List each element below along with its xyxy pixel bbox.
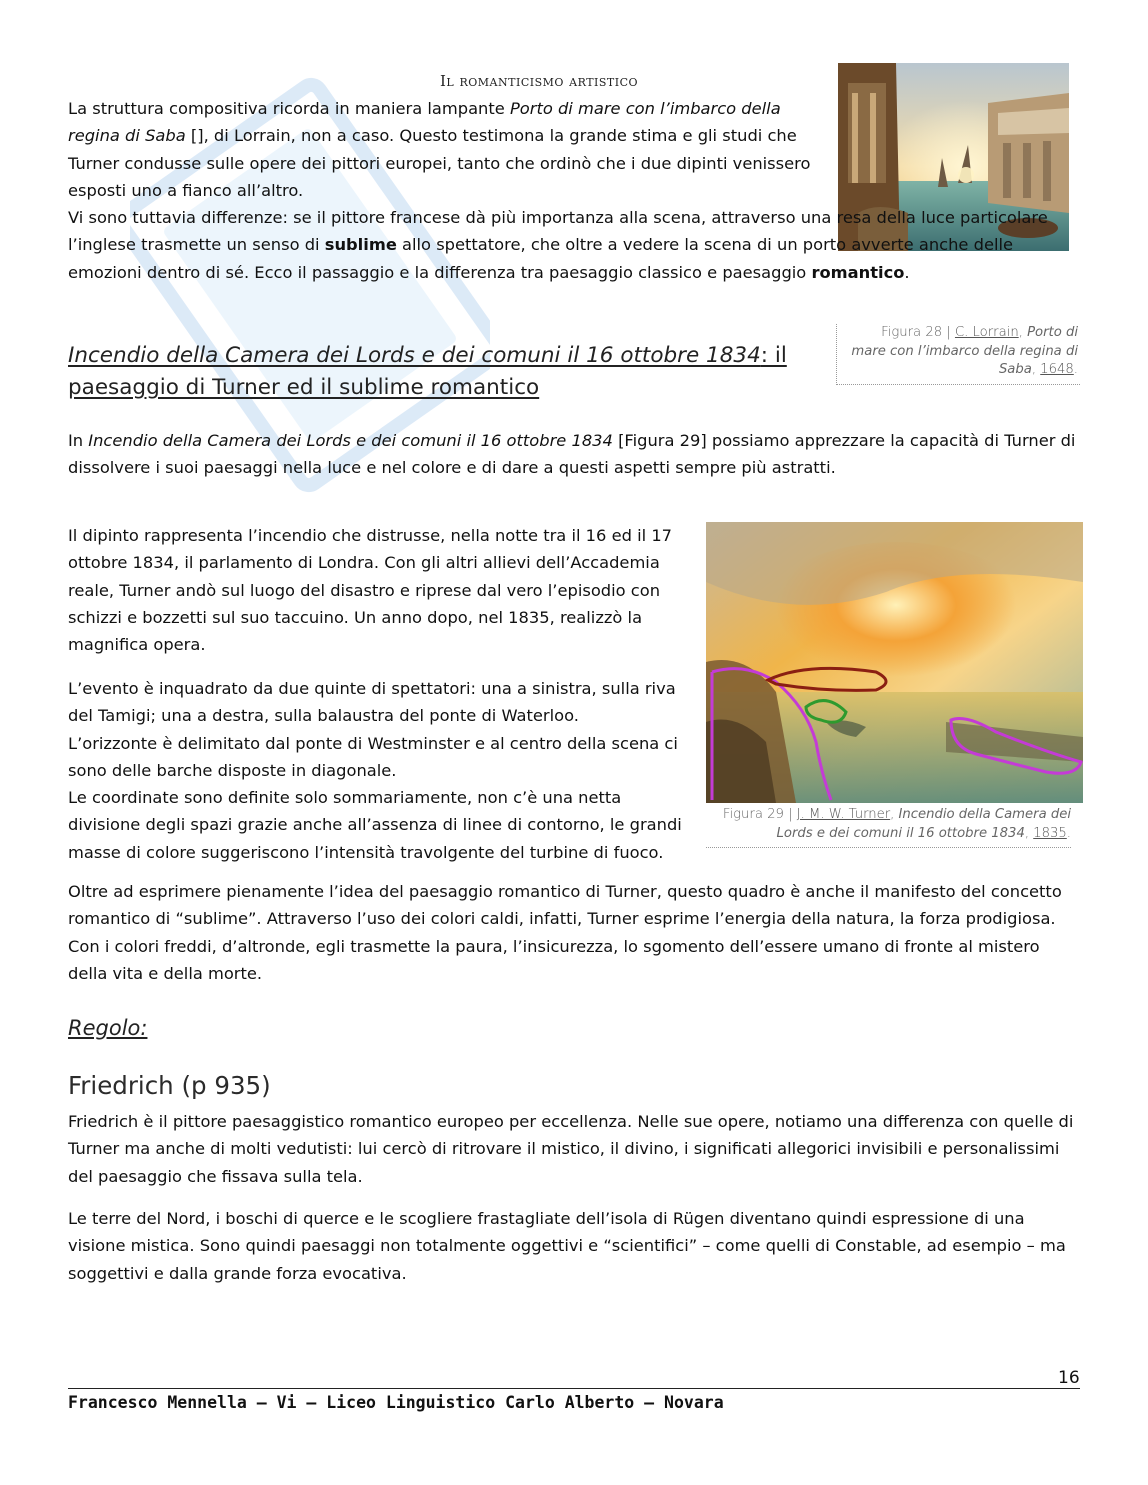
paragraph-dipinto: Il dipinto rappresenta l’incendio che distrusse, nella notte tra il 16 ed il 17 ottobre 1834, il parlamento di Londra. Con gli altri allievi dell’Accademia reale, Turner andò sul luogo del disastro e riprese dal vero l’episodio con schizzi e bozzetti sul suo taccuino. Un anno dopo, nel 1835, realizzò la magnifica opera. xyxy=(68,526,673,655)
fig29-sep2: , xyxy=(1024,825,1034,841)
fig28-artist-link[interactable]: C. Lorrain xyxy=(954,325,1019,340)
p5-line-c: Le coordinate sono definite solo sommariamente, non c’è una netta divisione degli spazi grazie anche all’assenza di linee di contorno, le grandi masse di colore suggeriscono l’intensità travolgente del turbine di fuoco. xyxy=(68,788,682,862)
p2-text: Vi sono tuttavia differenze: se il pittore francese dà più importanza alla scena, attraverso una resa della luce particolare l’inglese trasmette un senso di xyxy=(68,208,1048,255)
page-number: 16 xyxy=(1058,1368,1080,1388)
heading-friedrich: Friedrich (p 935) xyxy=(68,1071,271,1100)
p2-bold-romantico: romantico xyxy=(811,262,905,282)
fig29-sep: , xyxy=(890,807,899,822)
paragraph-incendio-intro xyxy=(68,427,1078,482)
paragraph-friedrich-nord: Le terre del Nord, i boschi di querce e le scogliere frastagliate dell’isola di Rügen diventano quindi espressione di una visione mistica. Sono quindi paesaggi non totalmente oggettivi e “scientifici” – come quelli di Constable, ad esempio – ma soggettivi e dalla grande forza evocativa. xyxy=(68,1209,1066,1283)
footer-rule xyxy=(68,1388,1080,1389)
p1-text: La struttura compositiva ricorda in maniera lampante xyxy=(68,99,510,118)
turner-painting-image xyxy=(706,522,1083,803)
heading-incendio-italic: Incendio della Camera dei Lords e dei comuni il 16 ottobre 1834 xyxy=(68,343,761,368)
fig29-label: Figura 29 | xyxy=(722,807,797,822)
p1-text-cont: [], di Lorrain, non a caso. Questo testimona la grande stima e gli studi che Turner condusse sulle opere dei pittori europei, tanto che ordinò che i due dipinti venissero esposti uno a fianco all’altro. xyxy=(68,126,811,200)
paragraph-sublime: Oltre ad esprimere pienamente l’idea del paesaggio romantico di Turner, questo quadro è anche il manifesto del concetto romantico di “sublime”. Attraverso l’uso dei colori caldi, infatti, Turner esprime l’energia della natura, la forza prodigiosa. Con i colori freddi, d’altronde, egli trasmette la paura, l’insicurezza, lo sgomento dell’essere umano di fronte al mistero della vita e della morte. xyxy=(68,882,1062,983)
figure-28-caption xyxy=(836,324,1080,385)
p2-text-end: . xyxy=(904,262,910,282)
running-head: Il romanticismo artistico xyxy=(440,72,639,90)
paragraph-evento xyxy=(68,675,693,866)
p1-italic-title: Porto di mare con l’imbarco della regina di Saba xyxy=(68,99,781,146)
fig28-year-link[interactable]: 1648 xyxy=(1040,362,1074,377)
fig28-end: . xyxy=(1073,362,1078,377)
fig28-sep2: , xyxy=(1031,362,1041,377)
fig29-end: . xyxy=(1066,825,1071,841)
p3-text: In xyxy=(68,431,89,450)
fig28-title: Porto di mare con l’imbarco della regina di Saba xyxy=(851,325,1078,377)
footer-author: Francesco Mennella – Vi – Liceo Linguistico Carlo Alberto – Novara xyxy=(68,1393,724,1412)
fig28-sep: , xyxy=(1018,325,1028,340)
fig28-label: Figura 28 | xyxy=(881,325,955,340)
fig29-title: Incendio della Camera dei Lords e dei comuni il 16 ottobre 1834 xyxy=(776,807,1071,841)
p3-italic-title: Incendio della Camera dei Lords e dei comuni il 16 ottobre 1834 xyxy=(88,431,613,450)
p5-line-a: L’evento è inquadrato da due quinte di spettatori: una a sinistra, sulla riva del Tamigi; una a destra, sulla balaustra del ponte di Waterloo. xyxy=(68,679,676,726)
paragraph-lorrain-comparison xyxy=(68,95,813,204)
section-heading-incendio xyxy=(68,340,798,404)
heading-regolo: Regolo: xyxy=(68,1016,148,1040)
p2-bold-sublime: sublime xyxy=(324,235,397,255)
paragraph-differences xyxy=(68,204,1078,286)
paragraph-friedrich-intro: Friedrich è il pittore paesaggistico romantico europeo per eccellenza. Nelle sue opere, notiamo una differenza con quelle di Turner ma anche di molti vedutisti: lui cercò di ritrovare il mistico, il divino, i significati allegorici invisibili e personalissimi del paesaggio che fissava sulla tela. xyxy=(68,1112,1074,1186)
fig29-artist-link[interactable]: J. M. W. Turner xyxy=(796,807,891,822)
figure-29-caption xyxy=(706,806,1071,848)
p5-line-b: L’orizzonte è delimitato dal ponte di Westminster e al centro della scena ci sono delle barche disposte in diagonale. xyxy=(68,733,678,780)
p2-text-cont: allo spettatore, che oltre a vedere la scena di un porto avverte anche delle emozioni dentro di sé. Ecco il passaggio e la differenza tra paesaggio classico e paesaggio xyxy=(68,235,1014,282)
fig29-year-link[interactable]: 1835 xyxy=(1033,825,1067,841)
heading-incendio-rest: : il paesaggio di Turner ed il sublime romantico xyxy=(68,343,787,400)
p3-text-cont: [Figura 29] possiamo apprezzare la capacità di Turner di dissolvere i suoi paesaggi nella luce e nel colore e di dare a questi aspetti sempre più astratti. xyxy=(68,431,1076,478)
